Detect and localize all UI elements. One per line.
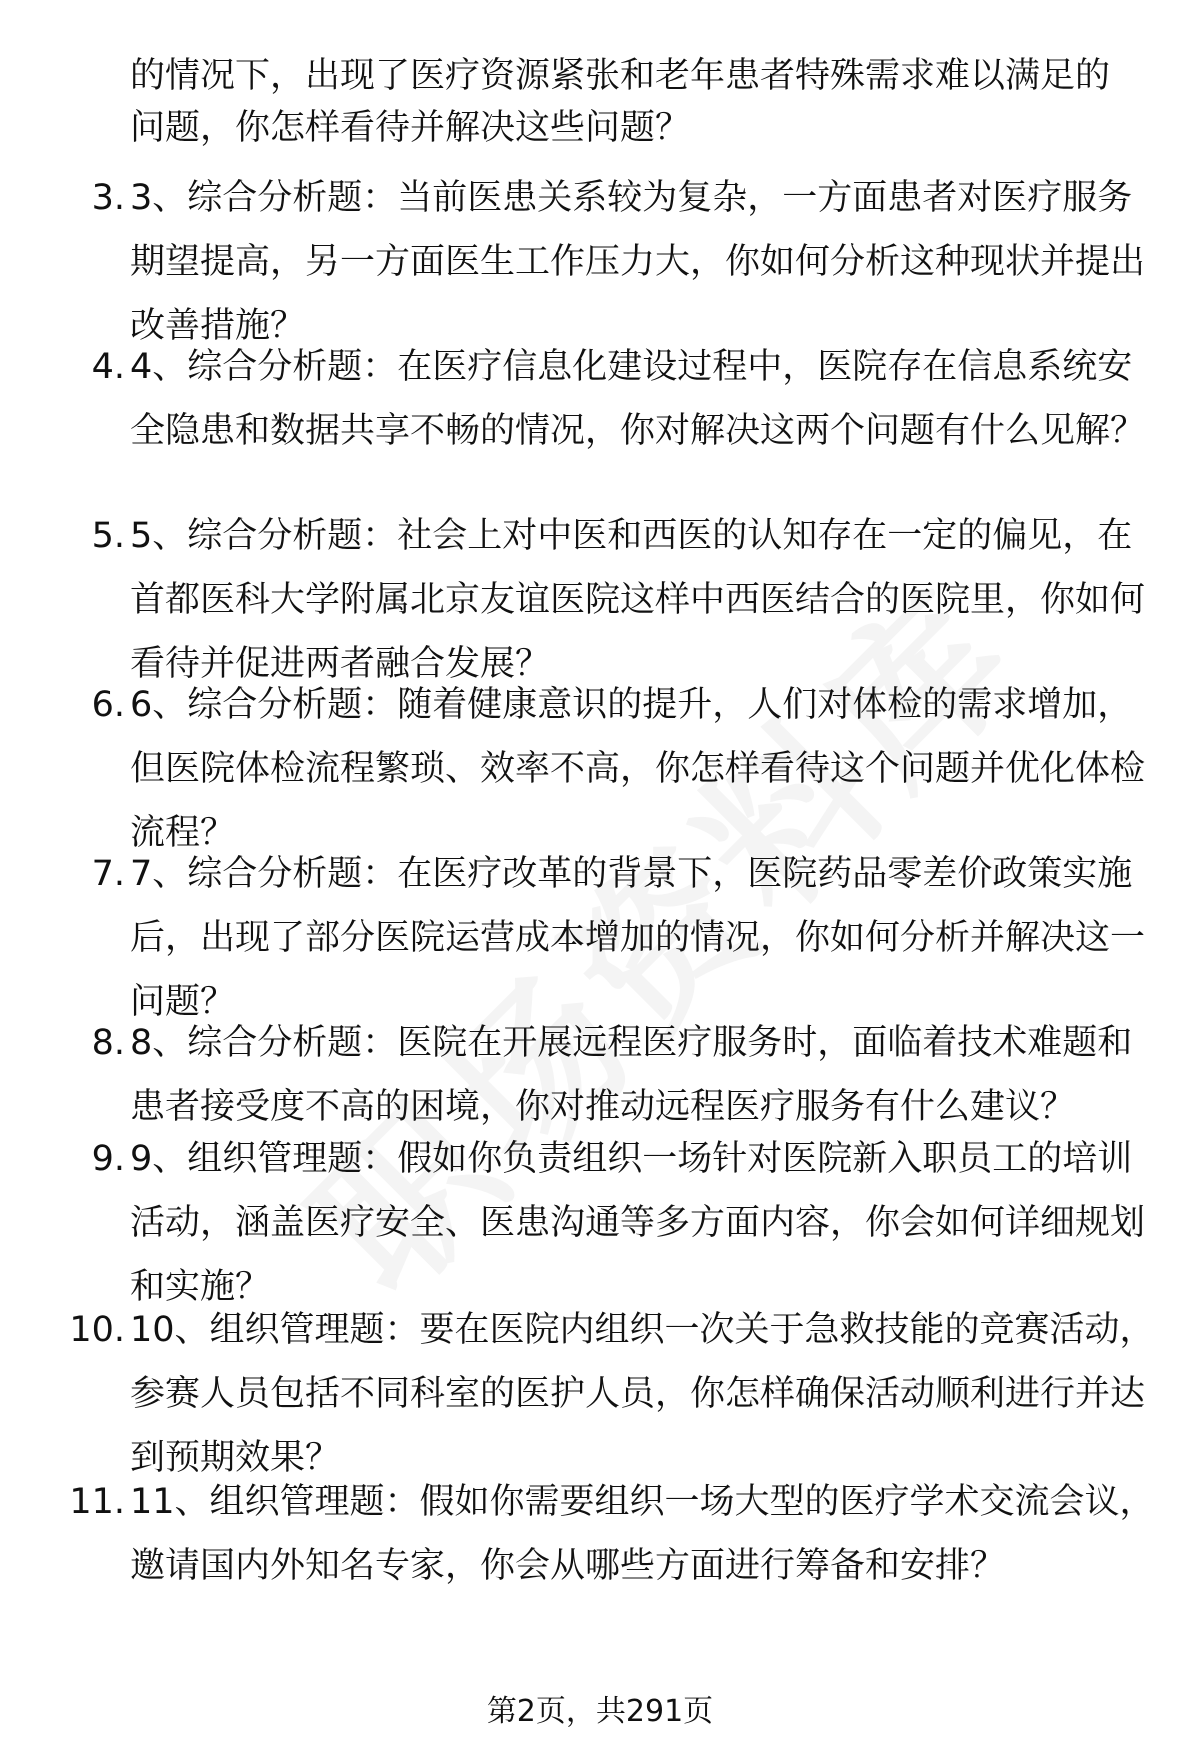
list-item-text: 8、综合分析题：医院在开展远程医疗服务时，面临着技术难题和患者接受度不高的困境，你对推动远程医疗服务有什么建议？ [130, 1023, 1133, 1127]
list-item-text: 5、综合分析题：社会上对中医和西医的认知存在一定的偏见，在首都医科大学附属北京友谊医院这样中西医结合的医院里，你如何看待并促进两者融合发展？ [130, 516, 1146, 684]
list-item-number: 3. [91, 178, 125, 218]
continuation-line: 问题，你怎样看待并解决这些问题？ [130, 108, 691, 148]
list-item-number: 10. [69, 1310, 125, 1350]
list-item-number: 9. [91, 1139, 125, 1179]
list-item-number: 8. [91, 1023, 125, 1063]
list-item-text: 3、综合分析题：当前医患关系较为复杂，一方面患者对医疗服务期望提高，另一方面医生工作压力大，你如何分析这种现状并提出改善措施？ [130, 178, 1146, 346]
continuation-line: 的情况下，出现了医疗资源紧张和老年患者特殊需求难以满足的 [130, 56, 1111, 96]
list-item-text: 11、组织管理题：假如你需要组织一场大型的医疗学术交流会议，邀请国内外知名专家，你会从哪些方面进行筹备和安排？ [130, 1482, 1155, 1586]
page-number: 第2页，共291页 [486, 1694, 714, 1729]
list-item-text: 7、综合分析题：在医疗改革的背景下，医院药品零差价政策实施后，出现了部分医院运营成本增加的情况，你如何分析并解决这一问题？ [130, 854, 1146, 1022]
list-item-number: 4. [91, 347, 125, 387]
list-item-number: 6. [91, 685, 125, 725]
list-item-text: 9、组织管理题：假如你负责组织一场针对医院新入职员工的培训活动，涵盖医疗安全、医患沟通等多方面内容，你会如何详细规划和实施？ [130, 1139, 1146, 1307]
list-item-number: 11. [69, 1482, 125, 1522]
list-item-number: 7. [91, 854, 125, 894]
list-item-number: 5. [91, 516, 125, 556]
list-item-text: 10、组织管理题：要在医院内组织一次关于急救技能的竞赛活动，参赛人员包括不同科室的医护人员，你怎样确保活动顺利进行并达到预期效果？ [130, 1310, 1155, 1478]
list-item-text: 4、综合分析题：在医疗信息化建设过程中，医院存在信息系统安全隐患和数据共享不畅的情况，你对解决这两个问题有什么见解？ [130, 347, 1146, 451]
list-item-text: 6、综合分析题：随着健康意识的提升，人们对体检的需求增加，但医院体检流程繁琐、效率不高，你怎样看待这个问题并优化体检流程？ [130, 685, 1146, 853]
